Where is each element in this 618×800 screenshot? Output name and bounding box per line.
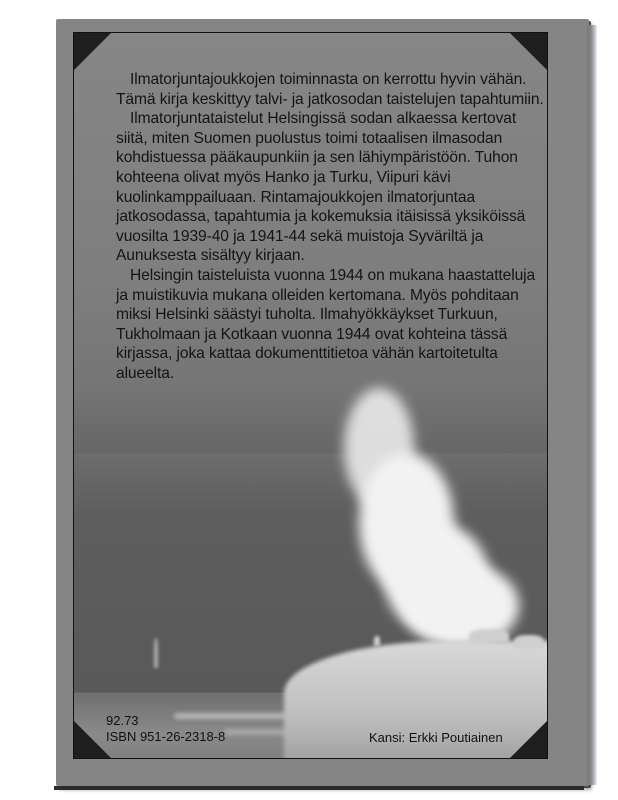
blurb-text bbox=[116, 70, 546, 384]
photo-corner-top-left bbox=[74, 33, 111, 70]
publication-info bbox=[106, 713, 225, 745]
book-bottom-edge bbox=[54, 786, 584, 790]
cover-credit: Kansi: Erkki Poutiainen bbox=[369, 730, 503, 745]
photo-corner-top-right bbox=[510, 33, 547, 70]
blurb-paragraph-2: Ilmatorjuntataistelut Helsingissä sodan alkaessa kertovat siitä, miten Suomen puolustus toimi totaalisen ilmasodan kohdistuessa pääkaupunkiin ja sen lähiympäristöön. Tuhon kohteena olivat myös Hanko ja Turku, Viipuri kävi kuolinkamppailuaan. Rintamajoukkojen ilmatorjuntaa jatkosodassa, tapahtumia ja kokemuksia itäisissä yksiköissä vuosilta 1939-40 ja 1941-44 sekä muistoja Syväriltä ja Aunuksesta sisältyy kirjaan. bbox=[116, 110, 526, 265]
photo-corner-bottom-right bbox=[510, 721, 547, 758]
gun-crew bbox=[514, 635, 544, 649]
isbn: ISBN 951-26-2318-8 bbox=[106, 729, 226, 744]
cover-frame bbox=[73, 32, 548, 759]
searchlight-post bbox=[154, 638, 158, 668]
book-back-cover bbox=[56, 19, 589, 786]
classification-code: 92.73 bbox=[106, 713, 139, 728]
gun-crew bbox=[469, 629, 509, 643]
book-page-edge bbox=[587, 25, 597, 785]
blurb-paragraph-1: Ilmatorjuntajoukkojen toiminnasta on kerrottu hyvin vähän. Tämä kirja keskittyy talvi- ja jatkosodan taistelujen tapahtumiin. bbox=[116, 71, 544, 108]
gun-crew bbox=[374, 636, 380, 646]
blurb-paragraph-3: Helsingin taisteluista vuonna 1944 on mukana haastatteluja ja muistikuvia mukana olleiden kertomana. Myös pohditaan miksi Helsinki säästyi tuholta. Ilmahyökkäykset Turkuun, Tukholmaan ja Kotkaan vuonna 1944 ovat kohteina tässä kirjassa, joka kattaa dokumenttitietoa vähän kartoitetulta alueelta. bbox=[116, 266, 536, 382]
